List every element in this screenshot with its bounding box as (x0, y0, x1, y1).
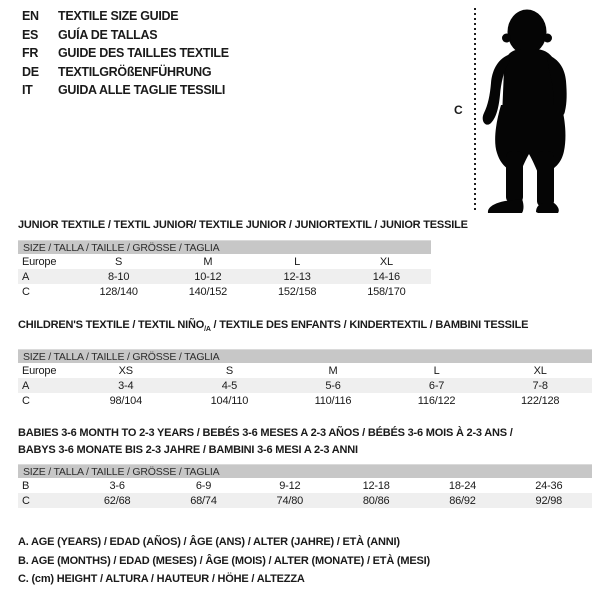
table-cell: 3-4 (118, 379, 134, 392)
table-cell: XL (379, 255, 393, 268)
table-cell: 68/74 (190, 494, 217, 507)
table-cell: S (115, 255, 123, 268)
size-header-bar: SIZE / TALLA / TAILLE / GRÖSSE / TAGLIA (18, 240, 431, 254)
table-cell: 122/128 (520, 394, 560, 407)
table-cell: 12-18 (362, 479, 390, 492)
legend-line-b: B. AGE (MONTHS) / EDAD (MESES) / ÂGE (MOIS) / ALTER (MONATE) / ETÀ (MESI) (18, 554, 430, 567)
table-cell: 86/92 (449, 494, 476, 507)
language-header (22, 7, 229, 100)
table-cell: 116/122 (417, 394, 456, 407)
table-cell: M (328, 364, 338, 377)
lang-title: TEXTILGRÖßENFÜHRUNG (58, 64, 212, 79)
lang-code: FR (22, 46, 39, 61)
table-cell: L (294, 255, 301, 268)
row-label: Europe (22, 255, 57, 268)
table-cell: 104/110 (210, 394, 249, 407)
table-cell: 6-7 (428, 379, 445, 392)
table-cell: 62/68 (103, 494, 131, 507)
table-row (18, 254, 431, 269)
lang-row-it (22, 81, 229, 100)
table-cell: 158/170 (367, 285, 406, 298)
table-cell: 3-6 (109, 479, 125, 492)
table-cell: 128/140 (99, 285, 138, 298)
lang-title: TEXTILE SIZE GUIDE (58, 9, 179, 24)
lang-code: EN (22, 9, 39, 24)
table-cell: 24-36 (535, 479, 563, 492)
table-cell: M (203, 255, 213, 268)
children-table-title (18, 317, 592, 338)
lang-row-en (22, 7, 229, 26)
table-row (18, 493, 592, 508)
row-label: C (22, 394, 30, 407)
table-cell: 92/98 (535, 494, 563, 507)
table-row (18, 284, 431, 299)
table-cell: 152/158 (277, 285, 317, 298)
table-row (18, 269, 431, 284)
height-measure-line (474, 8, 476, 210)
lang-title: GUIDA ALLE TAGLIE TESSILI (58, 83, 226, 98)
table-row (18, 378, 592, 393)
table-cell: 98/104 (109, 394, 143, 407)
table-row (18, 478, 592, 493)
lang-row-es (22, 26, 229, 45)
table-cell: 8-10 (108, 270, 130, 283)
row-label: C (22, 494, 30, 507)
table-cell: 4-5 (221, 379, 238, 392)
table-cell: S (225, 364, 233, 377)
junior-table-title: JUNIOR TEXTILE / TEXTIL JUNIOR/ TEXTILE JUNIOR / JUNIORTEXTIL / JUNIOR TESSILE (18, 219, 468, 231)
toddler-silhouette-icon (478, 4, 583, 214)
measurement-legend (18, 533, 430, 589)
height-figure (440, 0, 600, 220)
lang-row-fr (22, 44, 229, 63)
table-cell: 14-16 (372, 270, 400, 283)
legend-line-a: A. AGE (YEARS) / EDAD (AÑOS) / ÂGE (ANS) / ALTER (JAHRE) / ETÀ (ANNI) (18, 536, 400, 548)
height-label: C (454, 103, 463, 117)
table-cell: 10-12 (194, 270, 222, 283)
table-cell: 74/80 (276, 494, 304, 507)
title-text: CHILDREN'S TEXTILE / TEXTIL NIÑO (18, 319, 205, 331)
table-row (18, 363, 592, 378)
children-table-section (18, 317, 592, 408)
table-cell: 110/116 (314, 394, 352, 407)
table-cell: XS (118, 364, 133, 377)
table-cell: 9-12 (279, 479, 301, 492)
table-cell: 7-8 (532, 379, 548, 392)
lang-code: ES (22, 27, 39, 42)
legend-line-c: C. (cm) HEIGHT / ALTURA / HAUTEUR / HÖHE / ALTEZZA (18, 573, 305, 585)
row-label: Europe (22, 364, 57, 377)
babies-table-title-line1: BABIES 3-6 MONTH TO 2-3 YEARS / BEBÉS 3-6 MESES A 2-3 AÑOS / BÉBÉS 3-6 MOIS À 2-3 ANS / (18, 427, 513, 439)
size-header-bar: SIZE / TALLA / TAILLE / GRÖSSE / TAGLIA (18, 464, 592, 478)
title-subscript: /A (204, 326, 211, 334)
row-label: C (22, 285, 30, 298)
row-label: A (22, 270, 30, 283)
table-cell: 6-9 (195, 479, 212, 492)
junior-table-section (18, 217, 468, 299)
row-label: B (22, 479, 30, 492)
table-cell: 140/152 (188, 285, 228, 298)
babies-table-section (18, 425, 592, 508)
table-cell: 5-6 (325, 379, 341, 392)
babies-table-title-line2: BABYS 3-6 MONATE BIS 2-3 JAHRE / BAMBINI 3-6 MESI A 2-3 ANNI (18, 444, 358, 456)
title-text: / TEXTILE DES ENFANTS / KINDERTEXTIL / BAMBINI TESSILE (210, 319, 529, 331)
lang-code: IT (22, 83, 33, 98)
lang-title: GUÍA DE TALLAS (58, 27, 158, 42)
lang-title: GUIDE DES TAILLES TEXTILE (58, 46, 229, 61)
lang-code: DE (22, 64, 39, 79)
lang-row-de (22, 63, 229, 82)
table-cell: XL (533, 364, 547, 377)
row-label: A (22, 379, 30, 392)
table-cell: L (433, 364, 440, 377)
size-header-bar: SIZE / TALLA / TAILLE / GRÖSSE / TAGLIA (18, 349, 592, 363)
table-cell: 80/86 (362, 494, 390, 507)
table-row (18, 393, 592, 408)
table-cell: 18-24 (448, 479, 477, 492)
table-cell: 12-13 (283, 270, 311, 283)
